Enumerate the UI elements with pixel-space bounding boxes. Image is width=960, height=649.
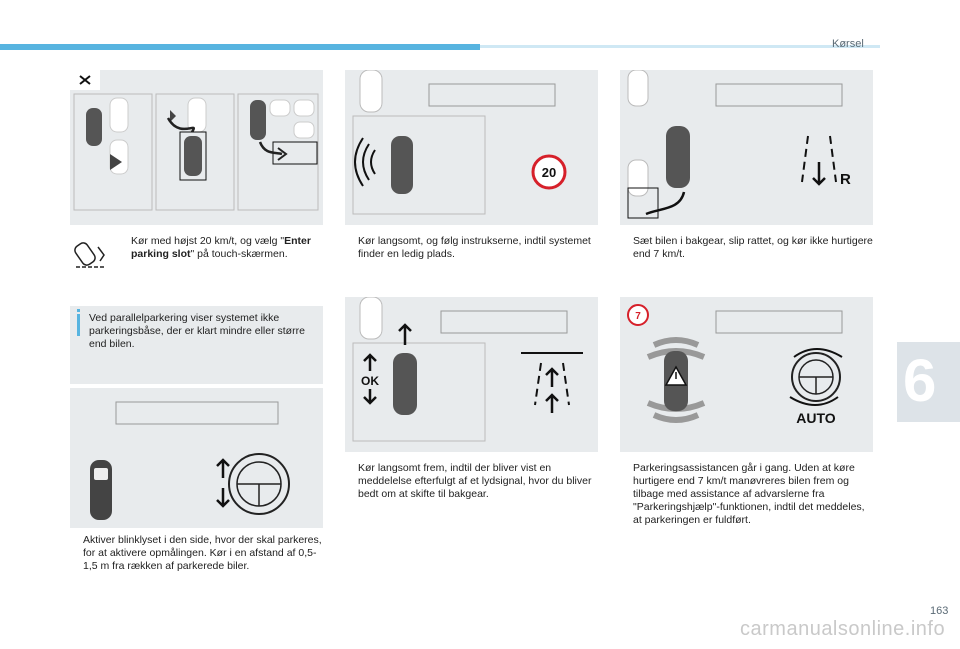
caption-step-4: Kør langsomt frem, indtil der bliver vist en meddelelse efterfulgt af et lydsignal, hvor du bliver bedt om at skifte til bakgear. <box>358 462 592 500</box>
header-accent-bar <box>0 44 480 50</box>
page-number: 163 <box>930 605 949 617</box>
info-note <box>70 306 323 384</box>
car-parking-icon <box>70 237 110 271</box>
caption-step-1: Kør med højst 20 km/t, og vælg "Enter parking slot" på touch-skærmen. <box>131 235 311 260</box>
info-icon <box>77 314 80 336</box>
speed-sign-20: 20 <box>541 165 557 180</box>
caption-step-2: Aktiver blinklyset i den side, hvor der skal parkeres, for at aktivere opmålingen. Kør i en afstand af 0,5-1,5 m fra rækken af parkerede biler. <box>83 534 322 572</box>
section-title: Kørsel <box>832 38 864 50</box>
figure-space-search <box>345 70 598 225</box>
chapter-number: 6 <box>903 347 937 414</box>
caption-step-3: Kør langsomt, og følg instrukserne, indtil systemet finder en ledig plads. <box>358 235 591 260</box>
auto-label: AUTO <box>796 410 836 426</box>
figure-indicator-activation <box>70 388 323 528</box>
info-note-text: Ved parallelparkering viser systemet ikke parkeringsbåse, der er klart mindre eller større end bilen. <box>89 312 305 350</box>
chapter-tab[interactable] <box>897 342 960 422</box>
ok-label: OK <box>361 374 379 388</box>
caption-step-5: Sæt bilen i bakgear, slip rattet, og kør ikke hurtigere end 7 km/t. <box>633 235 873 260</box>
menu-option-enter-parking-slot: Enter parking slot <box>131 235 311 260</box>
figure-ok-forward <box>345 297 598 452</box>
figure-slot-selection <box>70 70 323 225</box>
reverse-gear-label: R <box>840 171 851 188</box>
step-number-7: 7 <box>635 311 641 322</box>
watermark: carmanualsonline.info <box>740 618 946 640</box>
figure-auto-steering <box>620 297 873 452</box>
header-accent-line <box>480 45 880 48</box>
figure-reverse-gear <box>620 70 873 225</box>
caption-step-6: Parkeringsassistancen går i gang. Uden at køre hurtigere end 7 km/t manøvreres bilen frem og tilbage med assistance af advarslerne fra "Parkeringshjælp"-funktionen, indtil det meddeles, at parkeringen er fuldført. <box>633 462 865 526</box>
